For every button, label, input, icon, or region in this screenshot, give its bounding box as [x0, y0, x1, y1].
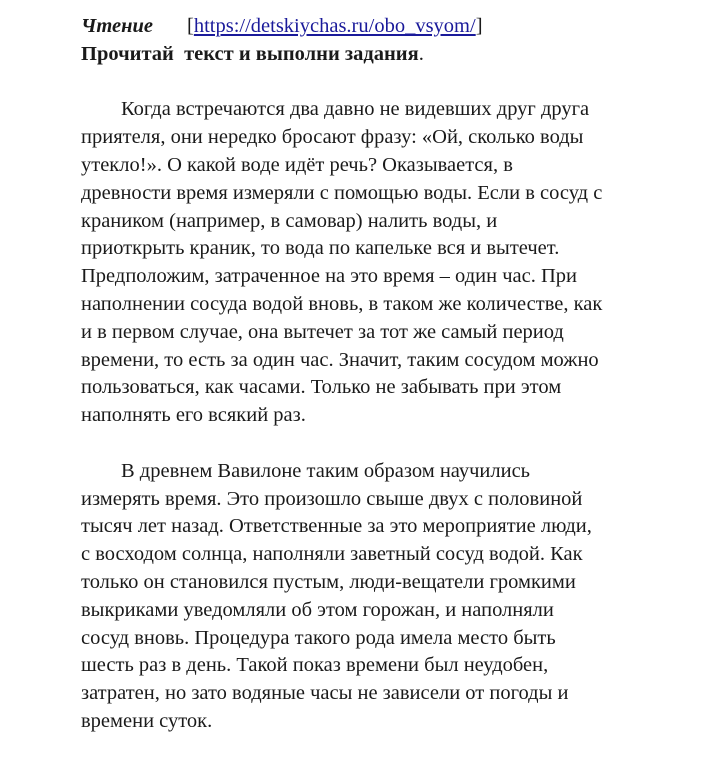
paragraph-2 — [81, 458, 661, 736]
instruction-period: . — [418, 42, 424, 65]
paragraph-line: приоткрыть краник, то вода по капельке вся и вытечет. — [81, 237, 560, 260]
line-text: В древнем Вавилоне таким образом научились — [121, 459, 531, 482]
paragraph-line — [81, 458, 661, 486]
paragraph-1 — [81, 96, 661, 430]
paragraph-line: только он становился пустым, люди-вещатели громкими — [81, 570, 576, 593]
document-page — [81, 13, 661, 736]
bracket-close: ] — [475, 15, 483, 37]
paragraph-line: приятеля, они нередко бросают фразу: «Ой, сколько воды — [81, 126, 584, 149]
paragraph-line — [81, 96, 661, 124]
blank-line — [81, 430, 661, 458]
paragraph-line: затратен, но зато водяные часы не зависели от погоды и — [81, 682, 569, 705]
header-line — [81, 13, 661, 41]
paragraph-line: с восходом солнца, наполняли заветный сосуд водой. Как — [81, 543, 583, 566]
paragraph-line: времени суток. — [81, 709, 213, 732]
paragraph-line: пользоваться, как часами. Только не забывать при этом — [81, 376, 562, 399]
section-title: Чтение — [81, 15, 153, 37]
instruction-line — [81, 41, 661, 69]
source-url-link[interactable]: https://detskiychas.ru/obo_vsyom/ — [193, 15, 476, 37]
paragraph-line: древности время измеряли с помощью воды. Если в сосуд с — [81, 181, 603, 204]
paragraph-line: сосуд вновь. Процедура такого рода имела место быть — [81, 626, 556, 649]
paragraph-line: времени, то есть за один час. Значит, таким сосудом можно — [81, 348, 599, 371]
paragraph-line: Предположим, затраченное на это время – один час. При — [81, 265, 577, 288]
paragraph-line: наполнении сосуда водой вновь, в таком же количестве, как — [81, 292, 603, 315]
blank-line — [81, 69, 661, 97]
paragraph-line: шесть раз в день. Такой показ времени был неудобен, — [81, 654, 549, 677]
paragraph-line: наполнять его всякий раз. — [81, 404, 306, 427]
instruction-text: Прочитай текст и выполни задания — [81, 42, 419, 65]
paragraph-line: краником (например, в самовар) налить воды, и — [81, 209, 498, 232]
paragraph-line: тысяч лет назад. Ответственные за это мероприятие люди, — [81, 515, 592, 538]
paragraph-line: измерять время. Это произошло свыше двух с половиной — [81, 487, 583, 510]
paragraph-line: выкриками уведомляли об этом горожан, и наполняли — [81, 598, 554, 621]
paragraph-line: и в первом случае, она вытечет за тот же самый период — [81, 320, 564, 343]
line-text: Когда встречаются два давно не видевших друг друга — [121, 98, 590, 121]
bracket-open: [ — [187, 15, 194, 37]
paragraph-line: утекло!». О какой воде идёт речь? Оказывается, в — [81, 153, 513, 176]
